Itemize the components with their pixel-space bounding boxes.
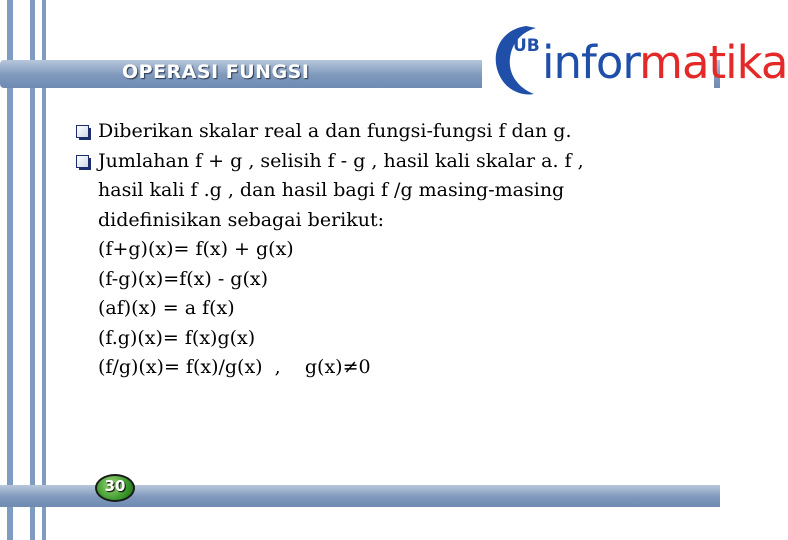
logo-swoosh-icon (482, 18, 542, 98)
formula-line: (f/g)(x)= f(x)/g(x) , g(x)≠0 (98, 356, 371, 378)
logo-ub-text: UB (513, 36, 540, 56)
formula-line: (af)(x) = a f(x) (98, 297, 235, 319)
slide-title: OPERASI FUNGSI (122, 61, 310, 83)
page-number: 30 (104, 477, 126, 495)
bullet-item (76, 147, 706, 177)
square-bullet-icon (76, 155, 89, 168)
bullet-text: Jumlahan f + g , selisih f - g , hasil kali skalar a. f , (98, 149, 584, 172)
formula-line: (f-g)(x)=f(x) - g(x) (98, 267, 268, 290)
square-bullet-icon (76, 125, 89, 138)
bullet-text: Diberikan skalar real a dan fungsi-fungsi f dan g. (98, 120, 572, 142)
formula-line: (f+g)(x)= f(x) + g(x) (98, 238, 294, 260)
bullet-continuation: didefinisikan sebagai berikut: (98, 208, 385, 231)
bullet-item (76, 117, 706, 147)
logo-wordmark (542, 36, 788, 89)
formula-line: (f.g)(x)= f(x)g(x) (98, 326, 256, 349)
bullet-continuation: hasil kali f .g , dan hasil bagi f /g masing-masing (98, 179, 565, 201)
logo-wordmark-main: infor (542, 36, 640, 89)
logo-wordmark-accent: matika (639, 36, 788, 89)
slide-body (76, 117, 706, 383)
